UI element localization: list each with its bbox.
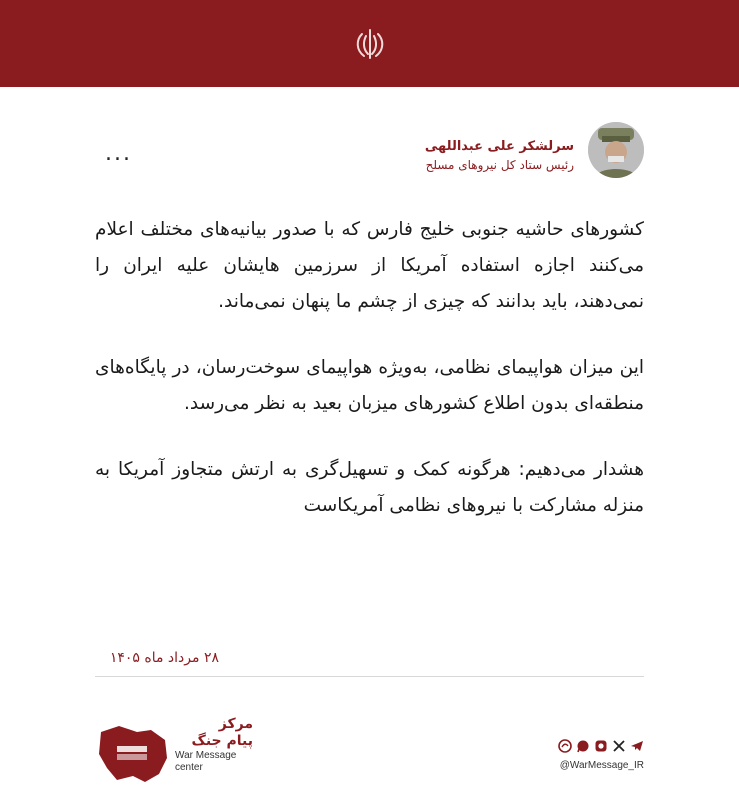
- brand-fa-line2: پیام جنگ: [191, 733, 253, 749]
- post-paragraph: هشدار می‌دهیم: هرگونه کمک و تسهیل‌گری به ارتش متجاوز آمریکا به منزله مشارکت با نیروهای نظامی آمریکاست: [95, 459, 644, 516]
- author-role: رئیس ستاد کل نیروهای مسلح: [425, 158, 574, 172]
- social-handle[interactable]: @WarMessage_IR: [559, 760, 644, 771]
- x-icon[interactable]: [612, 739, 626, 753]
- avatar-portrait: [588, 122, 644, 178]
- avatar[interactable]: [588, 122, 644, 178]
- eitaa-icon[interactable]: [558, 739, 572, 753]
- post-date: ۲۸ مرداد ماه ۱۴۰۵: [109, 650, 219, 666]
- post-paragraph: این میزان هواپیمای نظامی، به‌ویژه هواپیمای سوخت‌رسان، در پایگاه‌های منطقه‌ای بدون اطلاع کشورهای میزبان بعید به نظر می‌رسد.: [95, 357, 644, 414]
- social-icons-row: [548, 736, 644, 756]
- author-name[interactable]: سرلشکر علی عبداللهی: [424, 139, 574, 154]
- brand-en-line2: center: [175, 762, 203, 773]
- post-header: [95, 122, 644, 192]
- author-info: [425, 138, 574, 174]
- brand-text: [175, 716, 253, 774]
- telegram-icon[interactable]: [630, 739, 644, 753]
- post-paragraph: کشورهای حاشیه جنوبی خلیج فارس که با صدور بیانیه‌های مختلف اعلام می‌کنند اجازه استفاده آمریکا از سرزمین هایشان علیه ایران را نمی‌دهند، باید بدانند که چیزی از چشم ما پنهان نمی‌ماند.: [95, 219, 644, 312]
- whatsapp-icon[interactable]: [576, 739, 590, 753]
- instagram-icon[interactable]: [594, 739, 608, 753]
- iran-emblem-icon: [348, 22, 392, 66]
- divider: [95, 676, 644, 677]
- header-banner: [0, 0, 739, 87]
- brand-logo: [95, 712, 255, 792]
- more-dots-icon[interactable]: ...: [105, 141, 132, 166]
- post-body: [95, 212, 644, 554]
- social-links: [548, 736, 644, 771]
- brand-en-line1: War Message: [175, 750, 237, 761]
- brand-fa-line1: مرکز: [218, 716, 253, 732]
- iran-map-icon: [95, 722, 173, 786]
